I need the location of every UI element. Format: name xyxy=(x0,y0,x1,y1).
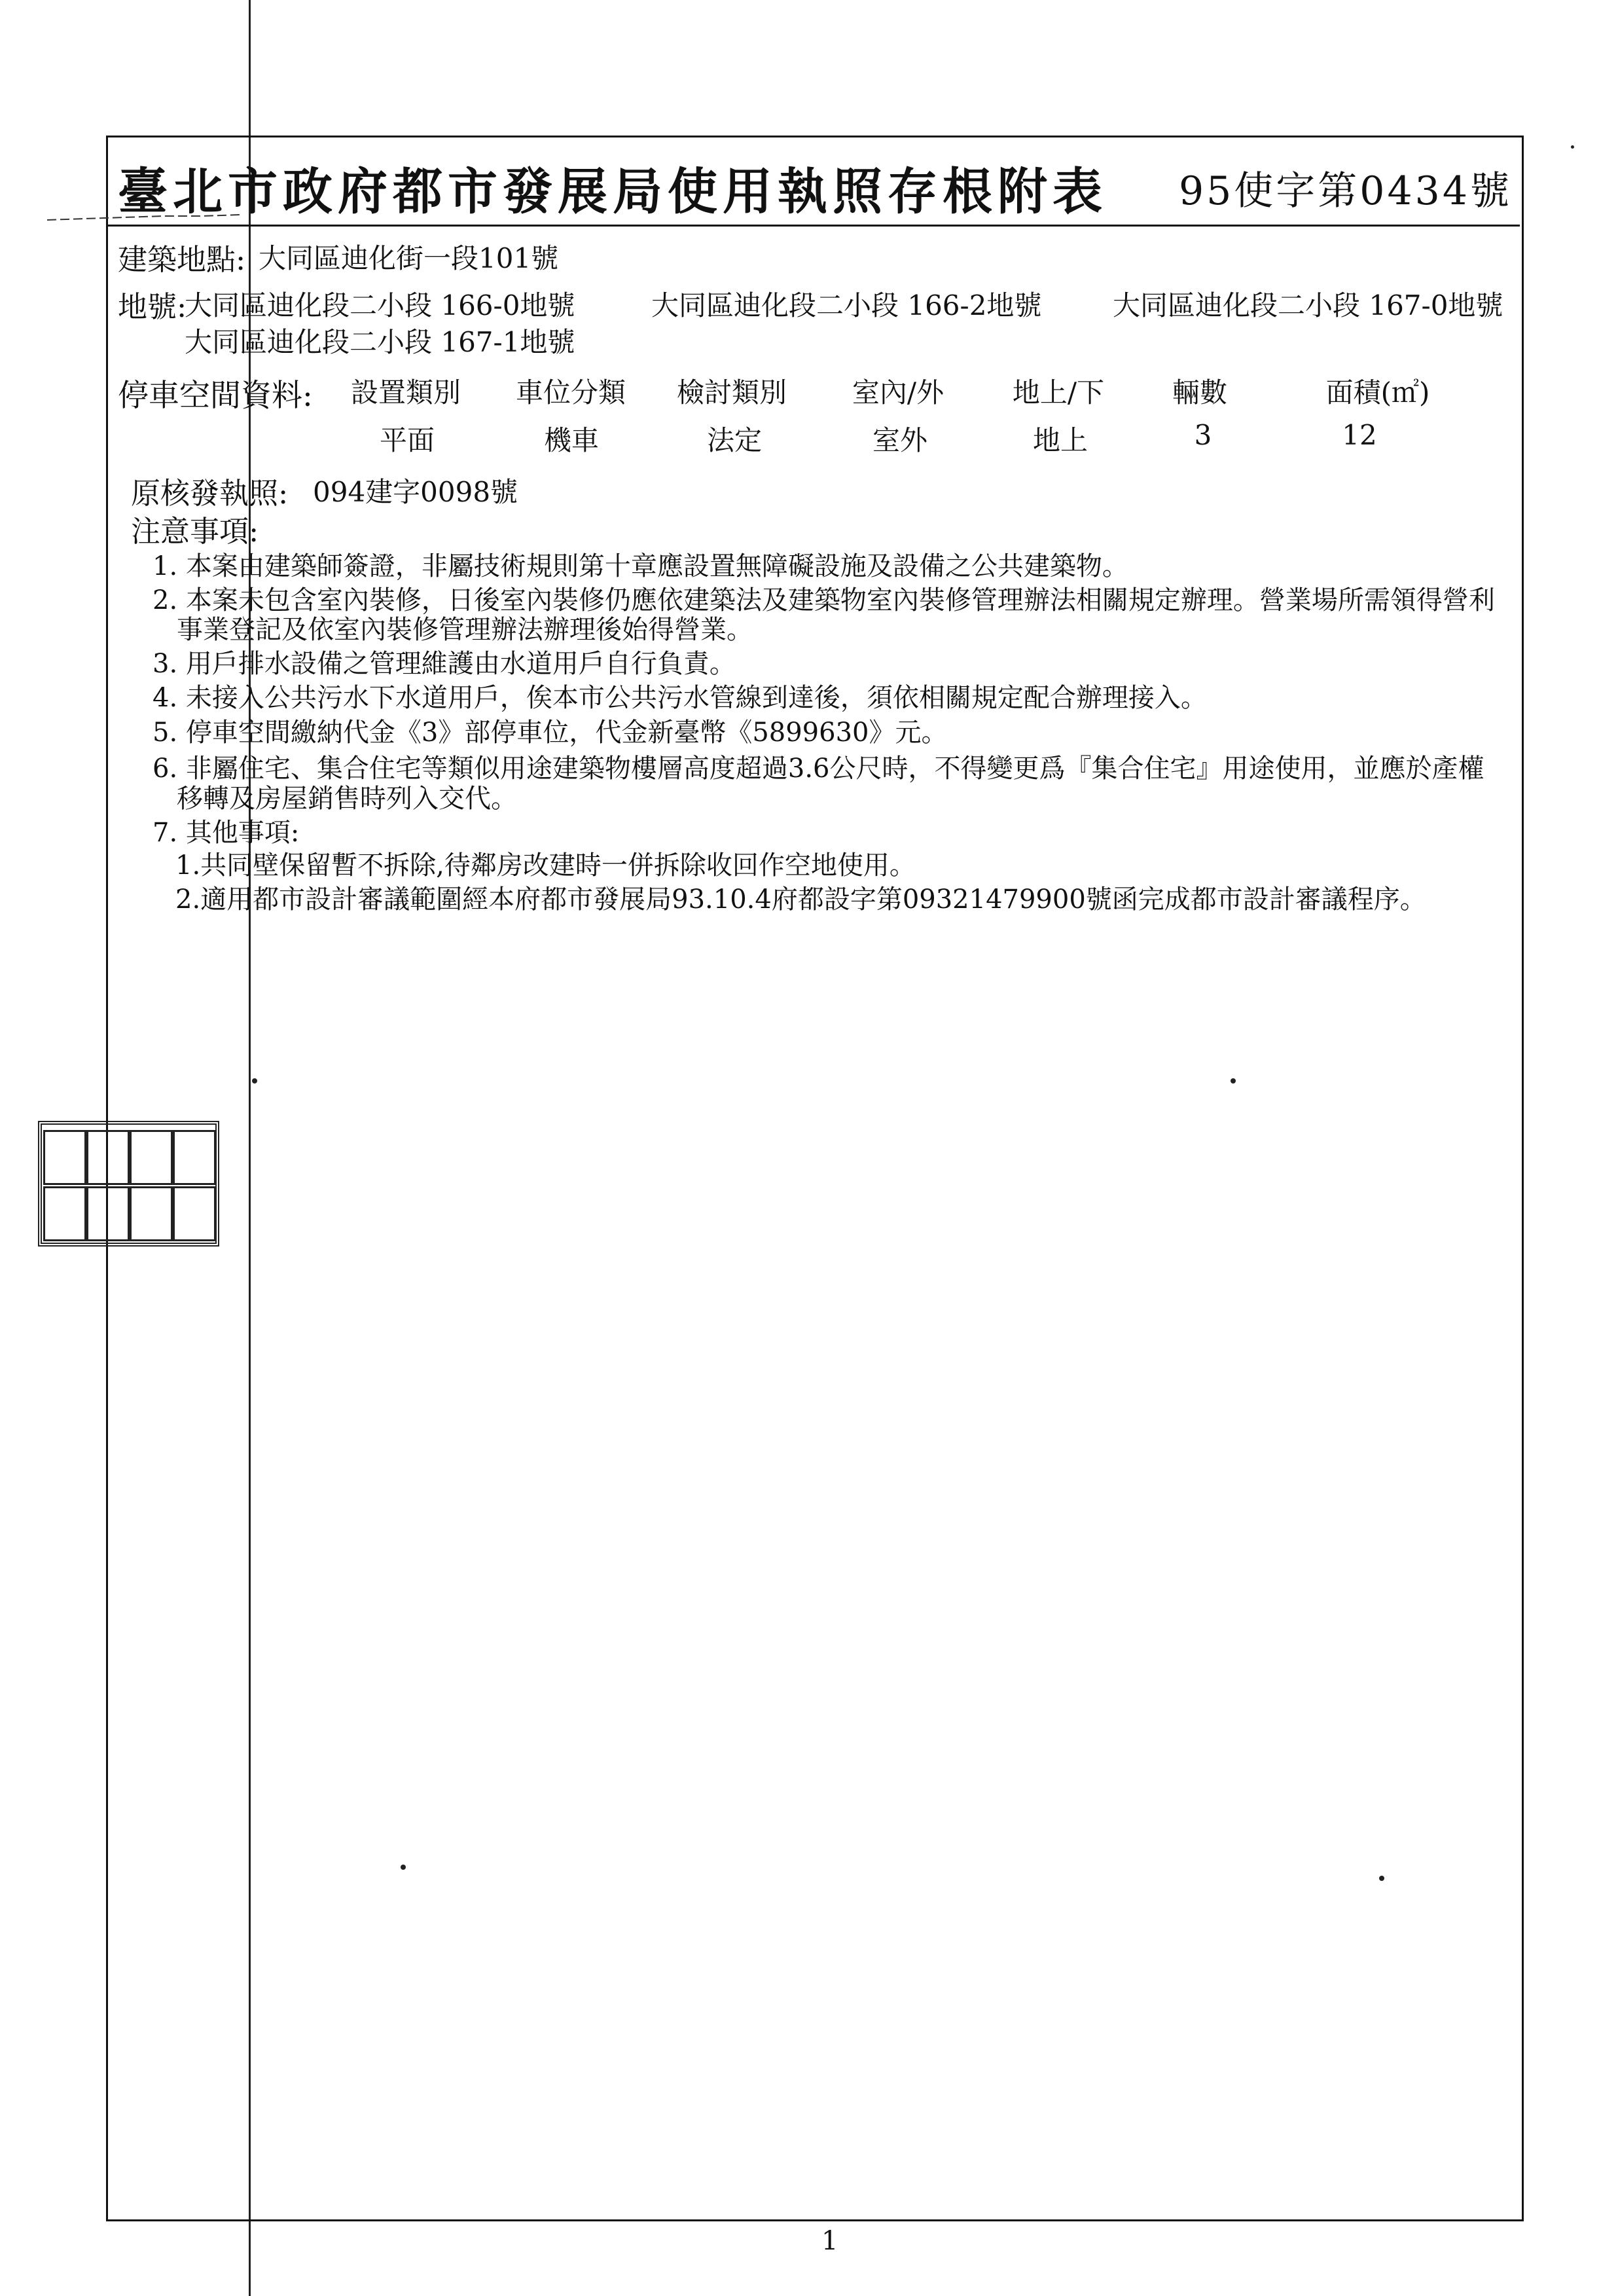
note-item: 5. 停車空間繳納代金《3》部停車位，代金新臺幣《5899630》元。 xyxy=(153,718,948,748)
parking-header: 室內/外 xyxy=(852,376,944,409)
scan-speck xyxy=(252,1078,257,1084)
parking-cell: 地上 xyxy=(1032,424,1088,456)
parking-cell: 法定 xyxy=(706,424,763,456)
note-item: 2.適用都市設計審議範圍經本府都市發展局93.10.4府都設字第09321479900號函完成都市設計審議程序。 xyxy=(175,884,1426,915)
parking-header: 設置類別 xyxy=(350,376,461,409)
scan-speck xyxy=(1379,1876,1384,1881)
note-item: 事業登記及依室內裝修管理辦法辦理後始得營業。 xyxy=(177,615,753,645)
note-item: 7. 其他事項: xyxy=(153,818,300,848)
lot-item: 大同區迪化段二小段 167-0地號 xyxy=(1113,289,1503,321)
note-item: 4. 未接入公共污水下水道用戶，俟本市公共污水管線到達後，須依相關規定配合辦理接入。 xyxy=(153,683,1207,713)
parking-header: 車位分類 xyxy=(515,376,626,409)
site-value: 大同區迪化街一段101號 xyxy=(259,242,559,274)
note-item: 1. 本案由建築師簽證，非屬技術規則第十章應設置無障礙設施及設備之公共建築物。 xyxy=(153,551,1128,581)
note-item: 1.共同壁保留暫不拆除,待鄰房改建時一併拆除收回作空地使用。 xyxy=(175,850,916,881)
permit-number: 95使字第0434號 xyxy=(1178,168,1512,214)
parking-header: 檢討類別 xyxy=(676,376,787,409)
notes-label: 注意事項: xyxy=(131,514,259,549)
parking-cell: 12 xyxy=(1342,419,1377,451)
scan-speck xyxy=(401,1865,406,1870)
document-frame xyxy=(106,136,1524,2221)
scan-speck xyxy=(1571,145,1574,149)
title-row xyxy=(106,137,1520,227)
parking-header: 面積(㎡) xyxy=(1325,376,1430,409)
lot-item: 大同區迪化段二小段 166-0地號 xyxy=(185,289,575,321)
lots-label: 地號: xyxy=(118,289,187,324)
parking-label: 停車空間資料: xyxy=(118,378,313,414)
note-item: 2. 本案未包含室內裝修，日後室內裝修仍應依建築法及建築物室內裝修管理辦法相關規定辦理。營業場所需領得營利 xyxy=(153,585,1495,615)
lot-item: 大同區迪化段二小段 166-2地號 xyxy=(651,289,1042,321)
lot-item: 大同區迪化段二小段 167-1地號 xyxy=(185,326,575,358)
page-number: 1 xyxy=(821,2226,838,2256)
parking-header: 輛數 xyxy=(1172,376,1228,409)
official-seal xyxy=(38,1121,219,1247)
parking-cell: 平面 xyxy=(379,424,435,456)
original-license-label: 原核發執照: xyxy=(131,476,289,511)
scan-speck xyxy=(1231,1078,1236,1084)
original-license-value: 094建字0098號 xyxy=(313,476,518,508)
parking-cell: 3 xyxy=(1194,419,1212,451)
note-item: 6. 非屬住宅、集合住宅等類似用途建築物樓層高度超過3.6公尺時，不得變更爲『集合住宅』用途使用，並應於產權 xyxy=(153,754,1484,784)
parking-header: 地上/下 xyxy=(1012,376,1105,409)
site-label: 建築地點: xyxy=(118,242,246,277)
pen-scribble xyxy=(46,212,242,225)
document-title: 臺北市政府都市發展局使用執照存根附表 xyxy=(118,162,1107,221)
parking-cell: 室外 xyxy=(872,424,928,456)
note-item: 3. 用戶排水設備之管理維護由水道用戶自行負責。 xyxy=(153,649,736,679)
parking-cell: 機車 xyxy=(543,424,600,456)
note-item: 移轉及房屋銷售時列入交代。 xyxy=(177,784,517,814)
